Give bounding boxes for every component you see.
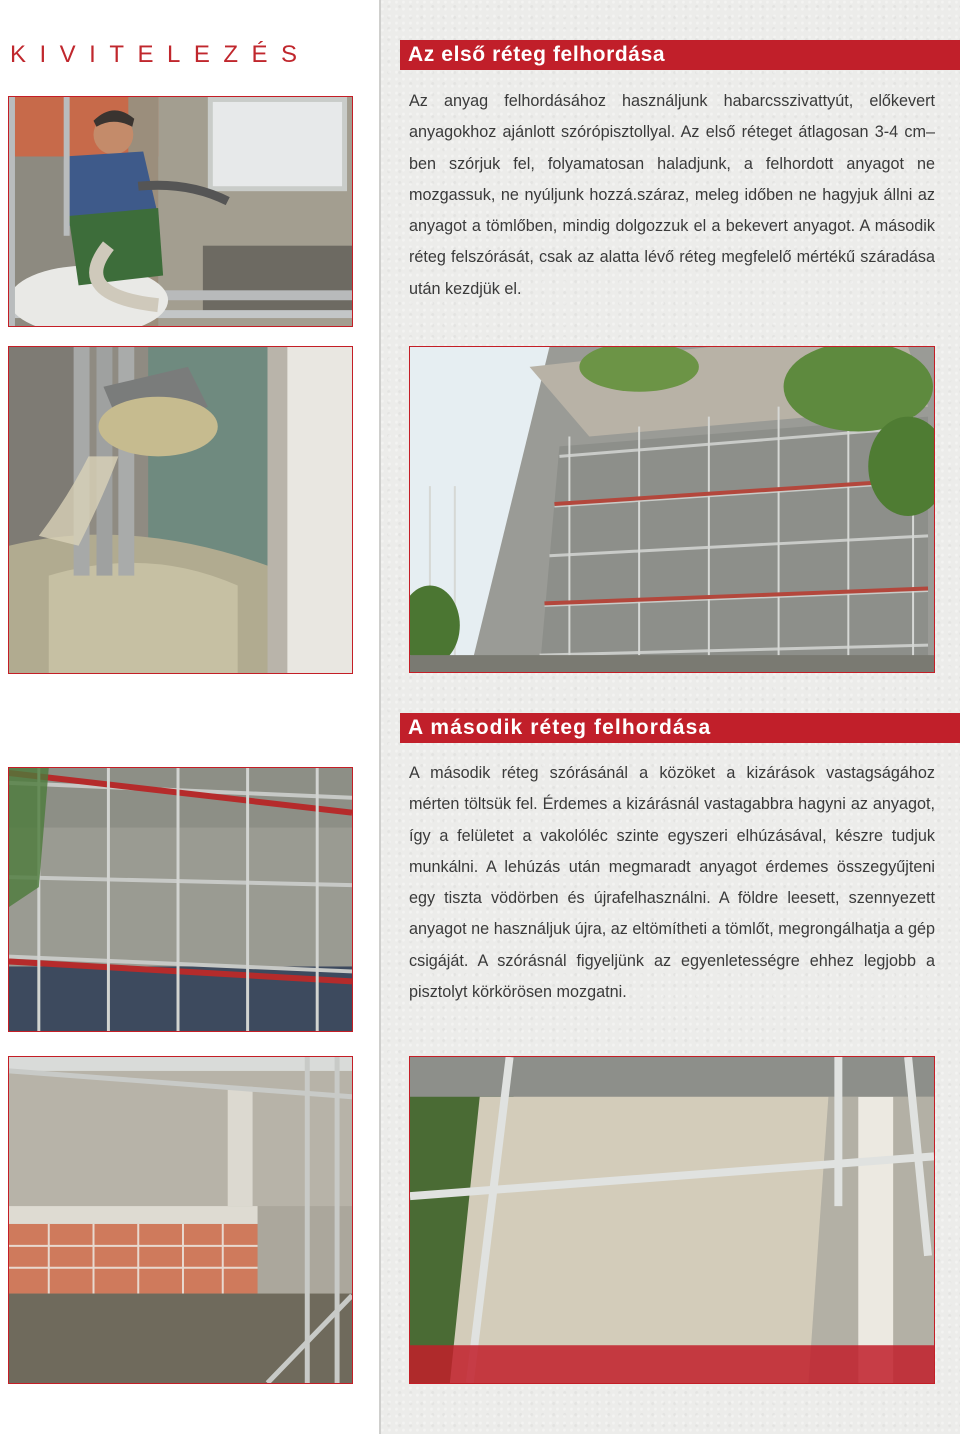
section-title-first-layer: Az első réteg felhordása <box>400 40 960 70</box>
section-body-second-layer: A második réteg szórásánál a közöket a kizárások vastagságához mérten töltsük fel. Érdemes a kizárásnál vastagabbra hagyni az anyagot, így a felületet a vakolóléc szinte egyszeri elhúzásával, készre tudjuk munkálni. A lehúzás után megmaradt anyagot érdemes összegyűjteni egy tiszta vödörben és újrafelhasználni. A földre leesett, szennyezett anyagot ne használjuk újra, az eltömítheti a tömlőt, megrongálhatja a gép csigáját. A szórásnál figyeljünk az egyenletességre ehhez legjobb a pisztolyt körkörösen mozgatni. <box>409 764 935 1002</box>
section-title-second-layer: A második réteg felhordása <box>400 713 960 743</box>
photo-worker-spraying <box>8 96 353 327</box>
photo-scaffold-wall <box>8 767 353 1032</box>
photo-spray-nozzle-closeup <box>8 346 353 674</box>
section-body-first-layer: Az anyag felhordásához használjunk habarcsszivattyút, előkevert anyagokhoz ajánlott szórópisztollyal. Az első réteget átlagosan 3-4 cm–ben szórjuk fel, folyamatosan haladjunk, a felhordott anyagot ne mozgassuk, ne nyúljunk hozzá.száraz, meleg időben ne hagyjuk állni az anyagot a tömlőben, mindig dolgozzuk el a bekevert anyagot. A második réteg felszórását, csak az alatta lévő réteg megfelelő mértékű száradása után kezdjük el. <box>409 92 935 298</box>
photo-finished-surface <box>409 1056 935 1384</box>
column-divider <box>379 0 381 1434</box>
photo-brick-wall-plaster <box>8 1056 353 1384</box>
section-kicker: KIVITELEZÉS <box>10 41 311 68</box>
photo-building-scaffolding <box>409 346 935 673</box>
